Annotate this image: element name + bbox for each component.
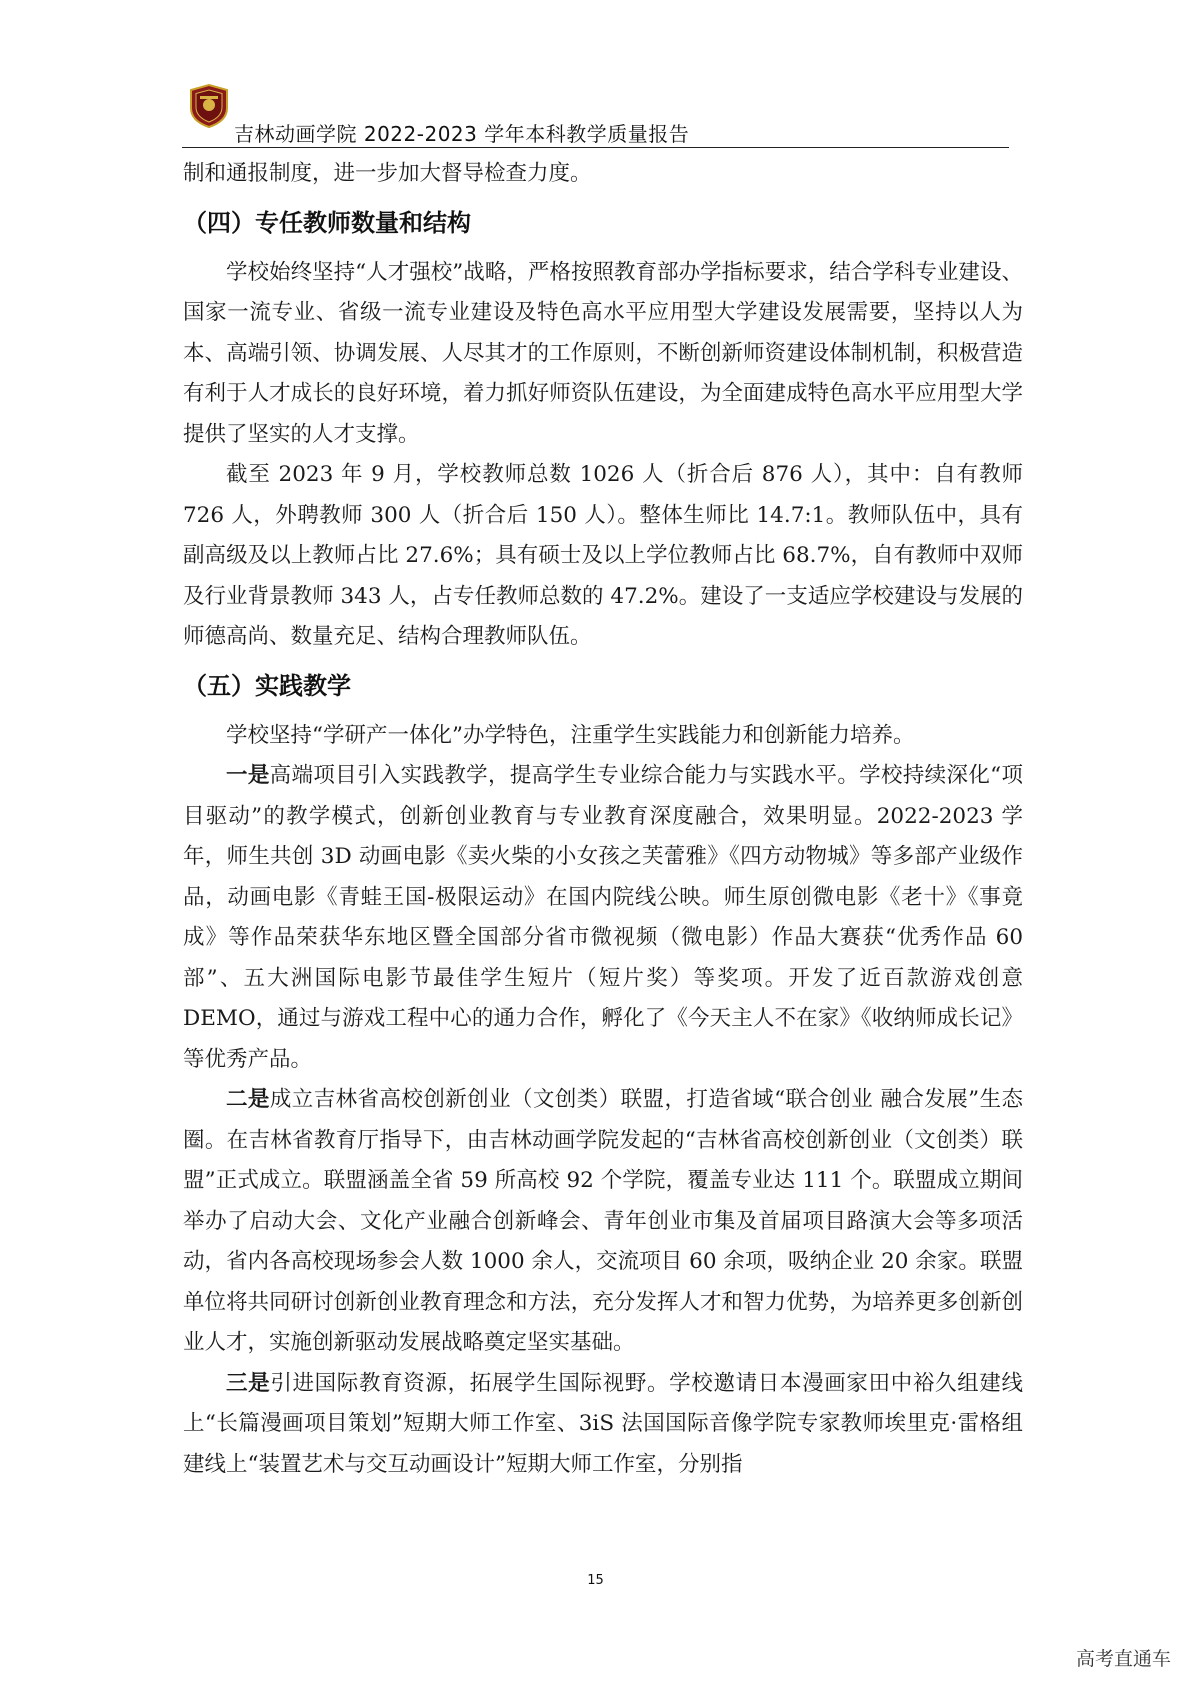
school-crest-icon xyxy=(188,84,230,128)
paragraph-talent-strategy: 学校始终坚持“人才强校”战略，严格按照教育部办学指标要求，结合学科专业建设、国家一流专业、省级一流专业建设及特色高水平应用型大学建设发展需要，坚持以人为本、高端引领、协调发展、人尽其才的工作原则，不断创新师资建设体制机制，积极营造有利于人才成长的良好环境，着力抓好师资队伍建设，为全面建成特色高水平应用型大学提供了坚实的人才支撑。 xyxy=(183,259,1023,447)
paragraph-practice-intro: 学校坚持“学研产一体化”办学特色，注重学生实践能力和创新能力培养。 xyxy=(226,722,915,748)
paragraph-point-two xyxy=(183,1080,1023,1364)
watermark: 高考直通车 xyxy=(1075,1648,1171,1670)
section-heading-4: （四）专任教师数量和结构 xyxy=(183,208,471,237)
section-heading-5: （五）实践教学 xyxy=(183,671,351,700)
header-divider xyxy=(182,147,1009,148)
report-header-title: 吉林动画学院 2022-2023 学年本科教学质量报告 xyxy=(234,122,690,146)
point-one-text: 高端项目引入实践教学，提高学生专业综合能力与实践水平。学校持续深化“项目驱动”的教学模式，创新创业教育与专业教育深度融合，效果明显。2022-2023 学年，师生共创 3D 动画电影《卖火柴的小女孩之芙蕾雅》《四方动物城》等多部产业级作品，动画电影《青蛙王国-极限运动》在国内院线公映。师生原创微电影《老十》《事竟成》等作品荣获华东地区暨全国部分省市微视频（微电影）作品大赛获“优秀作品 60 部”、五大洲国际电影节最佳学生短片（短片奖）等奖项。开发了近百款游戏创意 DEMO，通过与游戏工程中心的通力合作，孵化了《今天主人不在家》《收纳师成长记》等优秀产品。 xyxy=(183,763,1023,1072)
point-three-text: 引进国际教育资源，拓展学生国际视野。学校邀请日本漫画家田中裕久组建线上“长篇漫画项目策划”短期大师工作室、3iS 法国国际音像学院专家教师埃里克·雷格组建线上“装置艺术与交互动画设计”短期大师工作室，分别指 xyxy=(183,1370,1023,1477)
point-one-lead: 一是 xyxy=(226,763,270,788)
paragraph-continuation: 制和通报制度，进一步加大督导检查力度。 xyxy=(183,161,592,186)
point-two-text: 成立吉林省高校创新创业（文创类）联盟，打造省域“联合创业 融合发展”生态圈。在吉林省教育厅指导下，由吉林动画学院发起的“吉林省高校创新创业（文创类）联盟”正式成立。联盟涵盖全省 59 所高校 92 个学院，覆盖专业达 111 个。联盟成立期间举办了启动大会、文化产业融合创新峰会、青年创业市集及首届项目路演大会等多项活动，省内各高校现场参会人数 1000 余人，交流项目 60 余项，吸纳企业 20 余家。联盟单位将共同研讨创新创业教育理念和方法，充分发挥人才和智力优势，为培养更多创新创业人才，实施创新驱动发展战略奠定坚实基础。 xyxy=(183,1087,1023,1355)
paragraph-teacher-stats: 截至 2023 年 9 月，学校教师总数 1026 人（折合后 876 人），其中：自有教师 726 人，外聘教师 300 人（折合后 150 人）。整体生师比 14.7:1。教师队伍中，具有副高级及以上教师占比 27.6%；具有硕士及以上学位教师占比 68.7%，自有教师中双师及行业背景教师 343 人，占专任教师总数的 47.2%。建设了一支适应学校建设与发展的师德高尚、数量充足、结构合理教师队伍。 xyxy=(183,462,1023,649)
paragraph-point-three xyxy=(183,1364,1023,1486)
point-two-lead: 二是 xyxy=(226,1087,270,1112)
point-three-lead: 三是 xyxy=(226,1370,271,1396)
page-number: 15 xyxy=(587,1573,604,1588)
paragraph-point-one xyxy=(183,756,1023,1080)
page-content xyxy=(183,154,1023,1485)
